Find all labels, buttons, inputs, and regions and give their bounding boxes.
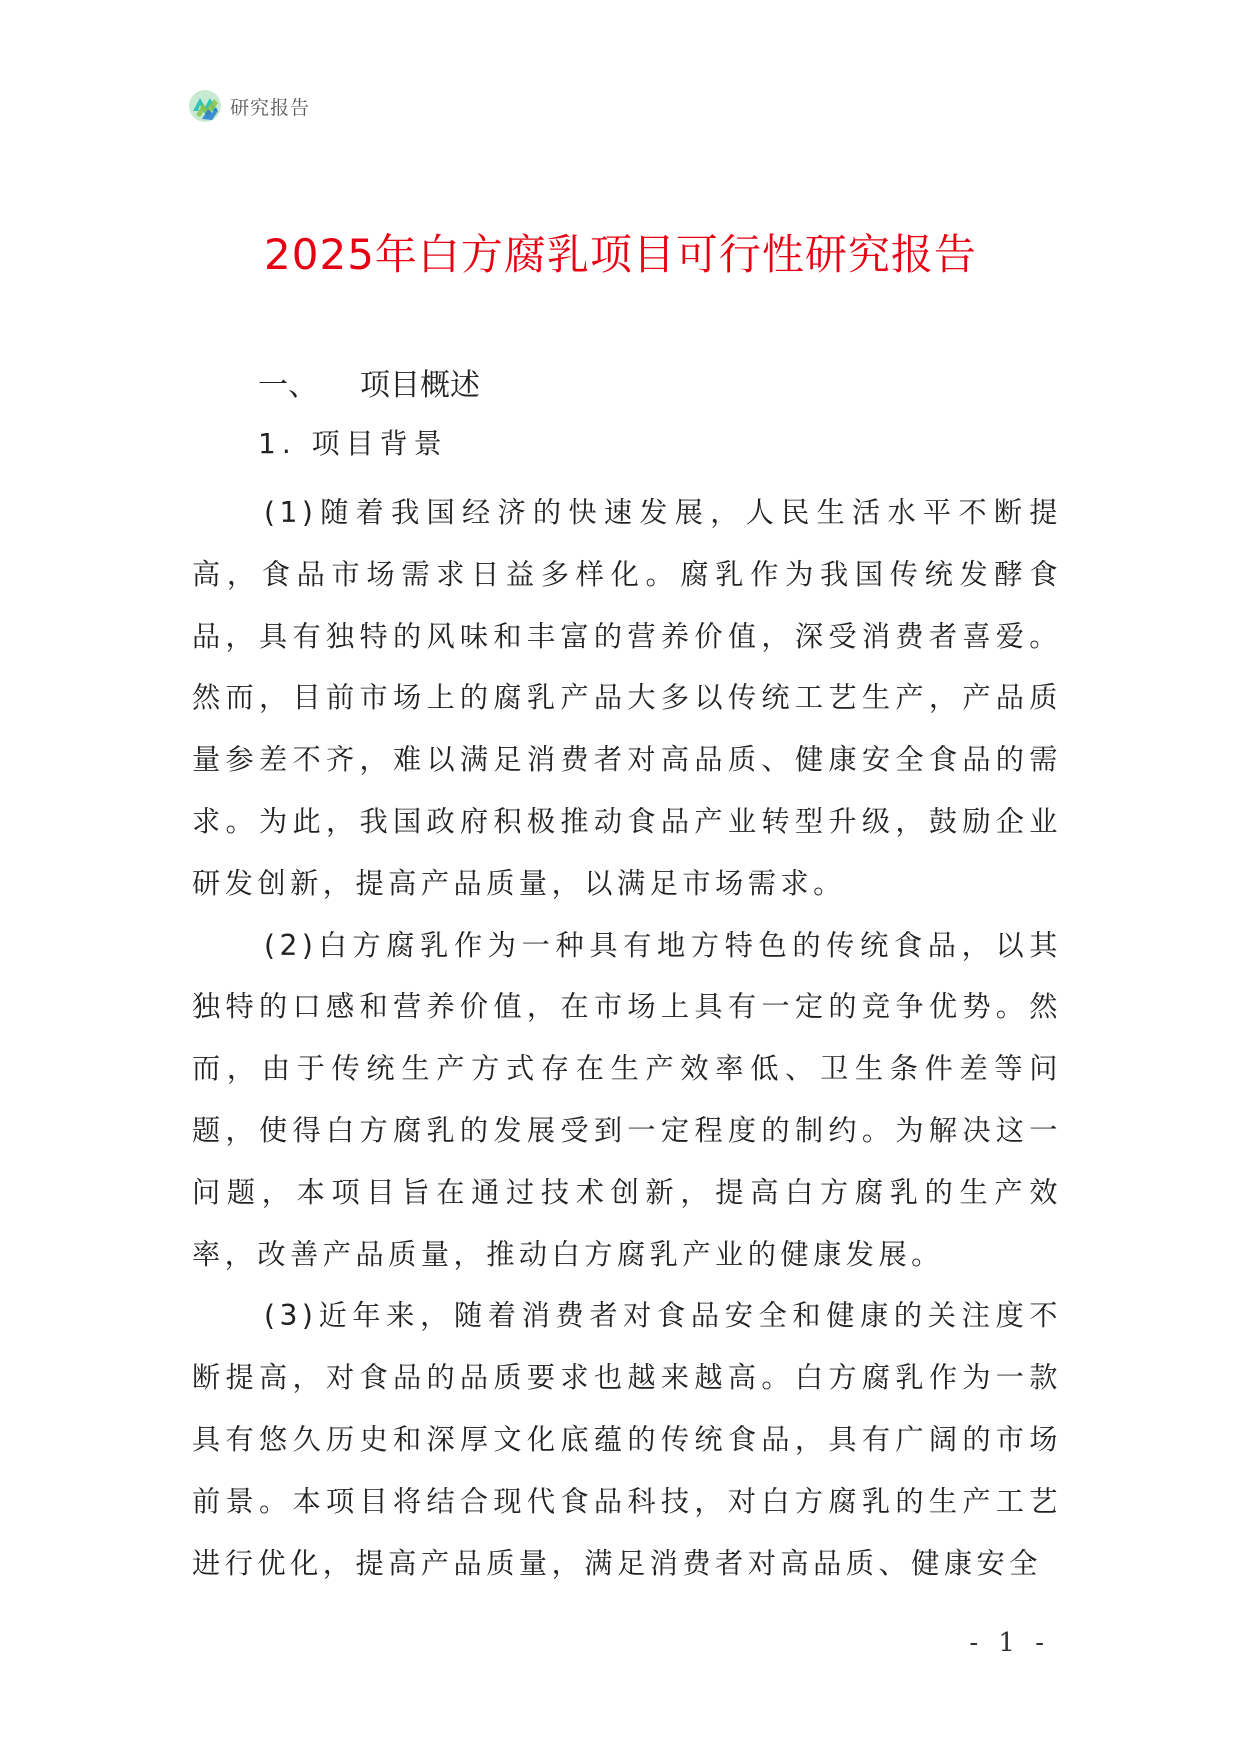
paragraph-2: (2)白方腐乳作为一种具有地方特色的传统食品，以其独特的口感和营养价值，在市场上具有一定的竞争优势。然而，由于传统生产方式存在生产效率低、卫生条件差等问题，使得白方腐乳的发展受到一定程度的制约。为解决这一问题，本项目旨在通过技术创新，提高白方腐乳的生产效率，改善产品质量，推动白方腐乳产业的健康发展。 [192, 928, 1062, 1271]
page-number: - 1 - [969, 1628, 1050, 1658]
section-title: 项目概述 [360, 368, 480, 403]
section-heading [258, 360, 480, 404]
section-number: 一、 [258, 368, 318, 403]
paragraph-3: (3)近年来，随着消费者对食品安全和健康的关注度不断提高，对食品的品质要求也越来越高。白方腐乳作为一款具有悠久历史和深厚文化底蕴的传统食品，具有广阔的市场前景。本项目将结合现代食品科技，对白方腐乳的生产工艺进行优化，提高产品质量，满足消费者对高品质、健康安全 [192, 1299, 1062, 1580]
logo-icon [188, 89, 222, 123]
header-label: 研究报告 [230, 96, 311, 119]
paragraph-1: (1)随着我国经济的快速发展，人民生活水平不断提高，食品市场需求日益多样化。腐乳作为我国传统发酵食品，具有独特的风味和丰富的营养价值，深受消费者喜爱。然而，目前市场上的腐乳产品大多以传统工艺生产，产品质量参差不齐，难以满足消费者对高品质、健康安全食品的需求。为此，我国政府积极推动食品产业转型升级，鼓励企业研发创新，提高产品质量，以满足市场需求。 [192, 496, 1062, 900]
subsection-heading: 1. 项目背景 [258, 427, 448, 460]
page-header [188, 88, 310, 124]
body-text [192, 482, 1062, 1594]
document-title: 2025年白方腐乳项目可行性研究报告 [264, 230, 977, 279]
